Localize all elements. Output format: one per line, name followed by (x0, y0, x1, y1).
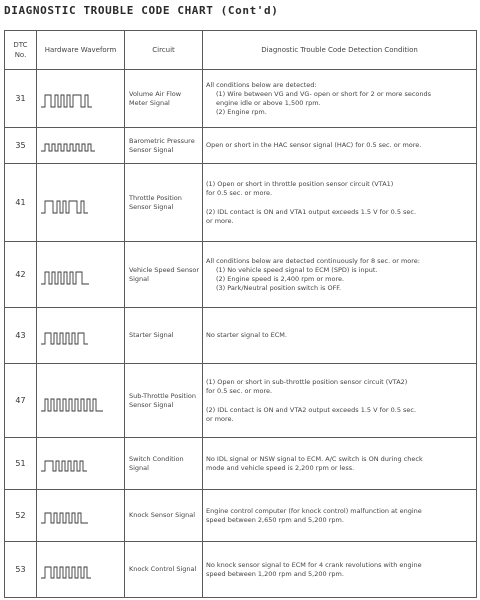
waveform-trace (41, 144, 95, 151)
condition-line: engine idle or above 1,500 rpm. (216, 98, 321, 107)
detection-condition (203, 542, 477, 598)
circuit-label: Throttle Position Sensor Signal (125, 164, 203, 242)
waveform-trace (41, 95, 92, 107)
waveform-trace (41, 399, 103, 411)
waveform-cell (37, 308, 125, 364)
condition-line: No IDL signal or NSW signal to ECM. A/C switch is ON during check (206, 454, 423, 463)
waveform-trace (41, 201, 88, 213)
header-waveform: Hardware Waveform (37, 31, 125, 70)
circuit-label: Barometric Pressure Sensor Signal (125, 128, 203, 164)
dtc-number: 41 (5, 164, 37, 242)
waveform-trace (41, 272, 89, 284)
table-body (5, 70, 477, 598)
condition-line: or more. (206, 216, 234, 225)
detection-condition (203, 308, 477, 364)
circuit-label: Knock Sensor Signal (125, 490, 203, 542)
condition-line: (1) Open or short in throttle position sensor circuit (VTA1) (206, 179, 394, 188)
circuit-label: Vehicle Speed Sensor Signal (125, 242, 203, 308)
pulse-waveform-icon (37, 365, 123, 437)
detection-condition (203, 128, 477, 164)
waveform-cell (37, 164, 125, 242)
dtc-number: 31 (5, 70, 37, 128)
condition-line: for 0.5 sec. or more. (206, 188, 273, 197)
detection-condition (203, 164, 477, 242)
condition-line: Engine control computer (for knock control) malfunction at engine (206, 506, 422, 515)
waveform-trace (41, 567, 91, 578)
table-row (5, 364, 477, 438)
header-circuit: Circuit (125, 31, 203, 70)
waveform-trace (41, 513, 88, 523)
condition-line: (1) No vehicle speed signal to ECM (SPD) is input. (216, 265, 378, 274)
condition-line: (2) IDL contact is ON and VTA2 output exceeds 1.5 V for 0.5 sec. (206, 405, 417, 414)
condition-line: (1) Open or short in sub-throttle position sensor circuit (VTA2) (206, 377, 408, 386)
condition-line: or more. (206, 414, 234, 423)
waveform-cell (37, 542, 125, 598)
table-row (5, 542, 477, 598)
circuit-label: Switch Condition Signal (125, 438, 203, 490)
condition-line: speed between 1,200 rpm and 5,200 rpm. (206, 569, 344, 578)
condition-line: All conditions below are detected: (206, 80, 317, 89)
waveform-cell (37, 70, 125, 128)
table-row (5, 164, 477, 242)
dtc-number: 47 (5, 364, 37, 438)
condition-line: (3) Park/Neutral position switch is OFF. (216, 283, 342, 292)
dtc-number: 35 (5, 128, 37, 164)
pulse-waveform-icon (37, 309, 123, 363)
dtc-number: 43 (5, 308, 37, 364)
detection-condition (203, 70, 477, 128)
table-row (5, 308, 477, 364)
page-title: DIAGNOSTIC TROUBLE CODE CHART (Cont'd) (4, 4, 279, 17)
condition-line: Open or short in the HAC sensor signal (HAC) for 0.5 sec. or more. (206, 141, 422, 149)
condition-line: (2) Engine speed is 2,400 rpm or more. (216, 274, 345, 283)
condition-line: No knock sensor signal to ECM for 4 crank revolutions with engine (206, 560, 422, 569)
condition-line: speed between 2,650 rpm and 5,200 rpm. (206, 515, 344, 524)
waveform-cell (37, 364, 125, 438)
dtc-number: 51 (5, 438, 37, 490)
table-row (5, 242, 477, 308)
circuit-label: Volume Air Flow Meter Signal (125, 70, 203, 128)
waveform-cell (37, 438, 125, 490)
pulse-waveform-icon (37, 439, 123, 489)
condition-line: No starter signal to ECM. (206, 331, 287, 339)
pulse-waveform-icon (37, 71, 123, 127)
table-row (5, 128, 477, 164)
table-row (5, 70, 477, 128)
pulse-waveform-icon (37, 129, 123, 163)
detection-condition (203, 242, 477, 308)
circuit-label: Starter Signal (125, 308, 203, 364)
waveform-cell (37, 242, 125, 308)
dtc-number: 53 (5, 542, 37, 598)
trouble-code-table (4, 30, 477, 598)
condition-line: (1) Wire between VG and VG- open or short for 2 or more seconds (216, 89, 432, 98)
detection-condition (203, 490, 477, 542)
circuit-label: Knock Control Signal (125, 542, 203, 598)
waveform-trace (41, 333, 88, 344)
condition-line: for 0.5 sec. or more. (206, 386, 273, 395)
table-row (5, 490, 477, 542)
circuit-label: Sub-Throttle Position Sensor Signal (125, 364, 203, 438)
dtc-number: 42 (5, 242, 37, 308)
header-detection-condition: Diagnostic Trouble Code Detection Condition (203, 31, 477, 70)
condition-line: (2) IDL contact is ON and VTA1 output exceeds 1.5 V for 0.5 sec. (206, 207, 417, 216)
table-header-row (5, 31, 477, 70)
detection-condition (203, 438, 477, 490)
detection-condition (203, 364, 477, 438)
waveform-cell (37, 128, 125, 164)
table-row (5, 438, 477, 490)
condition-line: All conditions below are detected continuously for 8 sec. or more: (206, 256, 420, 265)
pulse-waveform-icon (37, 491, 123, 541)
dtc-number: 52 (5, 490, 37, 542)
pulse-waveform-icon (37, 243, 123, 307)
header-dtc: DTC No. (5, 31, 37, 70)
pulse-waveform-icon (37, 165, 123, 241)
pulse-waveform-icon (37, 543, 123, 597)
condition-line: (2) Engine rpm. (216, 107, 267, 116)
waveform-trace (41, 461, 87, 471)
condition-line: mode and vehicle speed is 2,200 rpm or less. (206, 463, 355, 472)
waveform-cell (37, 490, 125, 542)
